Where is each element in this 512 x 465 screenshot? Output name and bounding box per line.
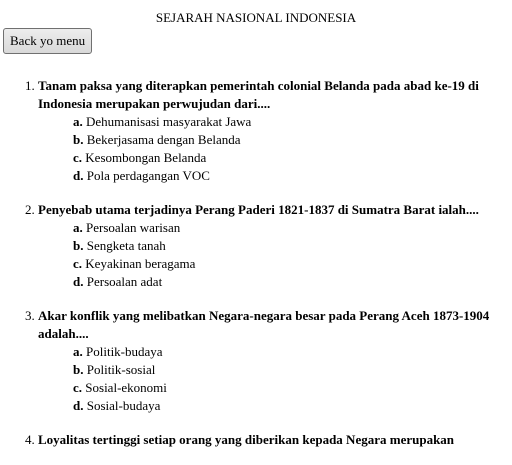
option-letter: b. [73, 132, 84, 147]
option-letter: c. [73, 256, 83, 271]
option-item[interactable] [73, 379, 508, 397]
option-letter: a. [73, 220, 83, 235]
option-letter: d. [73, 274, 84, 289]
option-letter: a. [73, 114, 83, 129]
option-item[interactable] [73, 219, 508, 237]
option-text: Persoalan warisan [86, 220, 181, 235]
option-letter: c. [73, 150, 83, 165]
option-list [38, 219, 508, 291]
question-list [0, 77, 508, 465]
option-item[interactable] [73, 131, 508, 149]
option-letter: d. [73, 398, 84, 413]
question-item [38, 307, 508, 415]
option-text: Dehumanisasi masyarakat Jawa [86, 114, 252, 129]
option-letter: a. [73, 344, 83, 359]
option-text: Persoalan adat [86, 274, 163, 289]
back-to-menu-button[interactable]: Back yo menu [3, 28, 92, 54]
option-item[interactable] [73, 361, 508, 379]
option-text: Politik-sosial [86, 362, 156, 377]
option-text: Sosial-budaya [86, 398, 161, 413]
option-item[interactable] [73, 113, 508, 131]
option-text: Politik-budaya [86, 344, 163, 359]
question-text: 3. Akar konflik yang melibatkan Negara-negara besar pada Perang Aceh 1873-1904 adalah.... [38, 308, 490, 341]
option-letter: c. [73, 380, 83, 395]
question-text: 1. Tanam paksa yang diterapkan pemerintah colonial Belanda pada abad ke-19 di Indonesia merupakan perwujudan dari.... [38, 78, 479, 111]
option-letter: b. [73, 362, 84, 377]
question-item [38, 201, 508, 291]
option-item[interactable] [73, 167, 508, 185]
option-text: Sosial-ekonomi [85, 380, 167, 395]
option-item[interactable] [73, 397, 508, 415]
option-item[interactable] [73, 343, 508, 361]
option-text: Kesombongan Belanda [85, 150, 207, 165]
option-text: Bekerjasama dengan Belanda [86, 132, 241, 147]
option-text: Pola perdagangan VOC [86, 168, 210, 183]
option-text: Keyakinan beragama [85, 256, 196, 271]
option-list [38, 113, 508, 185]
option-item[interactable] [73, 255, 508, 273]
page-title: SEJARAH NASIONAL INDONESIA [155, 10, 357, 25]
question-text: 2. Penyebab utama terjadinya Perang Paderi 1821-1837 di Sumatra Barat ialah.... [38, 202, 479, 217]
option-item[interactable] [73, 149, 508, 167]
option-letter: d. [73, 168, 84, 183]
option-text: Sengketa tanah [86, 238, 166, 253]
option-list [38, 343, 508, 415]
option-letter: b. [73, 238, 84, 253]
option-item[interactable] [73, 273, 508, 291]
option-item[interactable] [73, 237, 508, 255]
question-item [38, 77, 508, 185]
question-text: 4. Loyalitas tertinggi setiap orang yang diberikan kepada Negara merupakan [38, 432, 455, 447]
question-item [38, 431, 508, 449]
